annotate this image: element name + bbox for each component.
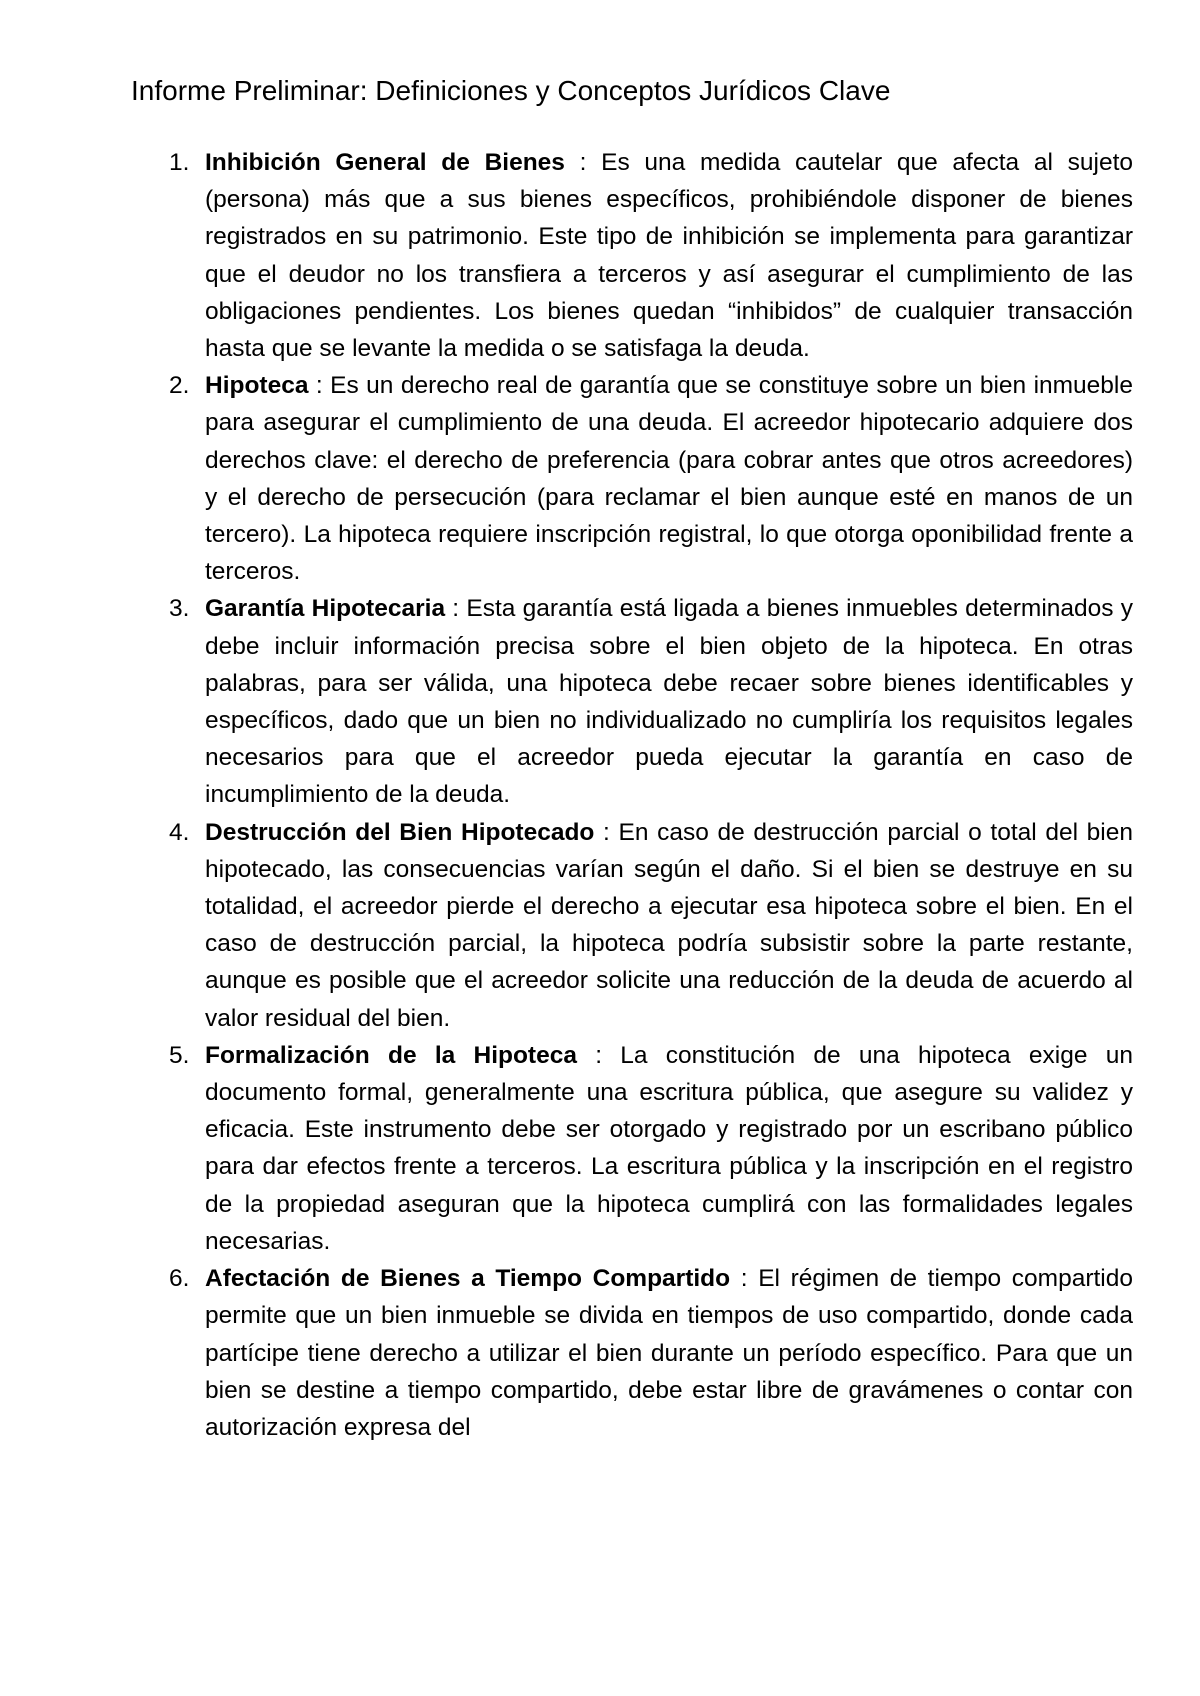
- item-separator: :: [594, 818, 619, 846]
- item-text: Es una medida cautelar que afecta al sujeto (persona) más que a sus bienes específicos, prohibiéndole disponer de bienes registrados en su patrimonio. Este tipo de inhibición se implementa para garantizar que el deudor no los transfiera a terceros y así asegurar el cumplimiento de las obligaciones pendientes. Los bienes quedan “inhibidos” de cualquier transacción hasta que se levante la medida o se satisfaga la deuda.: [205, 149, 1134, 363]
- definition-item: [0, 1260, 1133, 1446]
- item-separator: :: [730, 1265, 759, 1293]
- definition-item: [0, 590, 1133, 813]
- item-separator: :: [308, 372, 331, 400]
- item-separator: :: [564, 149, 602, 176]
- item-number: 1.: [169, 149, 190, 176]
- item-number: 5.: [169, 1041, 190, 1069]
- document-title: Informe Preliminar: Definiciones y Conceptos Jurídicos Clave: [131, 75, 891, 106]
- item-text: En caso de destrucción parcial o total del bien hipotecado, las consecuencias varían según el daño. Si el bien se destruye en su totalidad, el acreedor pierde el derecho a ejecutar esa hipoteca sobre el bien. En el caso de destrucción parcial, la hipoteca podría subsistir sobre la parte restante, aunque es posible que el acreedor solicite una reducción de la deuda de acuerdo al valor residual del bien.: [205, 818, 1133, 1032]
- item-separator: :: [445, 595, 467, 623]
- item-number: 2.: [169, 372, 190, 400]
- item-text: Esta garantía está ligada a bienes inmuebles determinados y debe incluir información precisa sobre el bien objeto de la hipoteca. En otras palabras, para ser válida, una hipoteca debe recaer sobre bienes identificables y específicos, dado que un bien no individualizado no cumpliría los requisitos legales necesarios para que el acreedor pueda ejecutar la garantía en caso de incumplimiento de la deuda.: [205, 595, 1134, 809]
- item-text: El régimen de tiempo compartido permite que un bien inmueble se divida en tiempos de uso compartido, donde cada partícipe tiene derecho a utilizar el bien durante un período específico. Para que un bien se destine a tiempo compartido, debe estar libre de gravámenes o contar con autorización expresa del: [205, 1265, 1133, 1441]
- item-text: La constitución de una hipoteca exige un documento formal, generalmente una escritura pública, que asegure su validez y eficacia. Este instrumento debe ser otorgado y registrado por un escribano público para dar efectos frente a terceros. La escritura pública y la inscripción en el registro de la propiedad aseguran que la hipoteca cumplirá con las formalidades legales necesarias.: [205, 1041, 1134, 1255]
- definition-item: [0, 1037, 1133, 1260]
- item-term: Formalización de la Hipoteca: [205, 1041, 577, 1069]
- item-term: Inhibición General de Bienes: [205, 149, 565, 176]
- item-number: 4.: [169, 818, 190, 846]
- item-number: 3.: [169, 595, 190, 623]
- item-number: 6.: [169, 1265, 190, 1293]
- definition-item: [0, 814, 1133, 1037]
- definitions-list: [0, 144, 1200, 1446]
- item-term: Garantía Hipotecaria: [205, 595, 446, 623]
- item-term: Hipoteca: [205, 372, 309, 400]
- item-term: Destrucción del Bien Hipotecado: [205, 818, 595, 846]
- definition-item: [0, 367, 1133, 590]
- item-separator: :: [576, 1041, 621, 1069]
- item-term: Afectación de Bienes a Tiempo Compartido: [205, 1265, 731, 1293]
- definition-item: [0, 144, 1133, 367]
- item-text: Es un derecho real de garantía que se constituye sobre un bien inmueble para asegurar el cumplimiento de una deuda. El acreedor hipotecario adquiere dos derechos clave: el derecho de preferencia (para cobrar antes que otros acreedores) y el derecho de persecución (para reclamar el bien aunque esté en manos de un tercero). La hipoteca requiere inscripción registral, lo que otorga oponibilidad frente a terceros.: [205, 372, 1133, 586]
